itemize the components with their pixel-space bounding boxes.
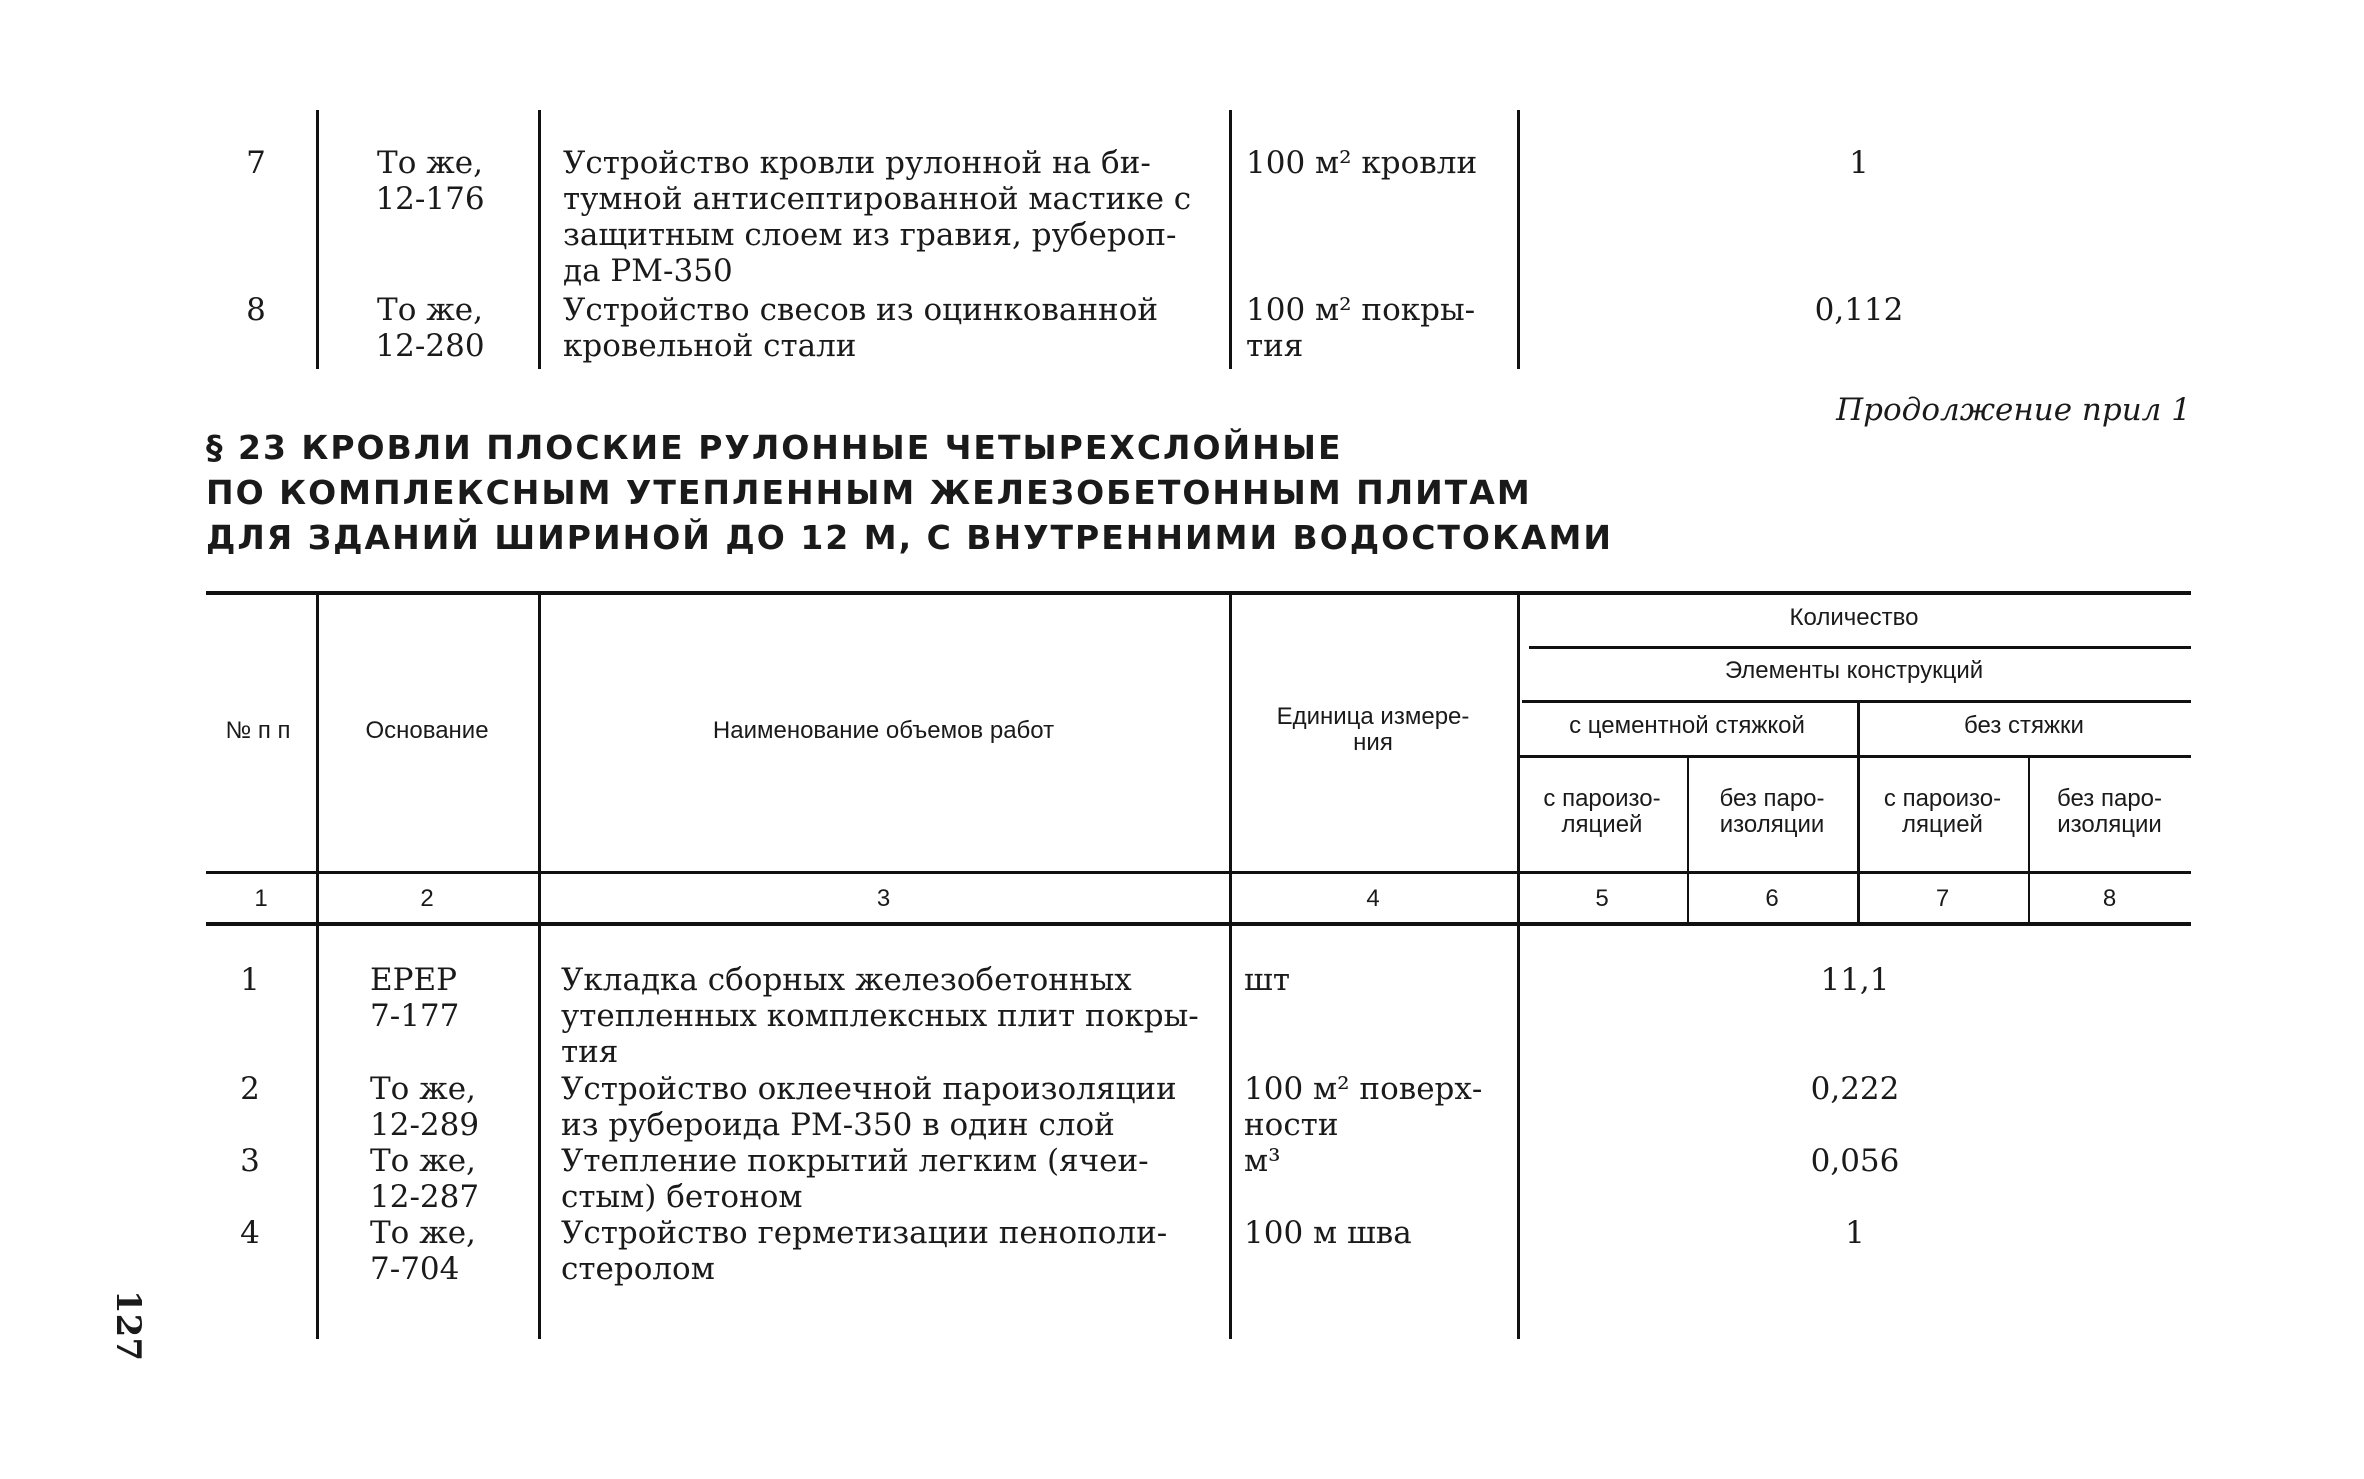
header-work-name: Наименование объемов работ: [712, 717, 1055, 744]
row-basis: ЕРЕР 7-177: [370, 962, 460, 1034]
header-rule: [1529, 646, 2191, 649]
column-number: 2: [420, 885, 434, 912]
row-number: 4: [240, 1215, 260, 1251]
column-divider: [1517, 110, 1520, 369]
header-with-vapor: с пароизо- ляцией: [1883, 785, 2002, 838]
column-number: 3: [876, 885, 891, 912]
header-rule: [1522, 700, 2191, 703]
row-unit: шт: [1244, 962, 1290, 998]
row-work-name: Укладка сборных железобетонных утепленных комплексных плит покры- тия: [561, 962, 1199, 1070]
header-without-screed: без стяжки: [1964, 712, 2084, 739]
row-value: 0,112: [1814, 292, 1904, 328]
header-bottom-rule: [206, 922, 2191, 926]
row-work-name: Устройство кровли рулонной на би- тумной антисептированной мастике с защитным слоем из гравия, рубероп- да РМ-350: [563, 145, 1192, 289]
table-top-rule: [206, 591, 2191, 595]
column-divider: [538, 595, 541, 1339]
continuation-note: Продолжение прил 1: [1836, 392, 2191, 428]
row-value: 0,222: [1810, 1071, 1900, 1107]
row-unit: 100 м² поверх- ности: [1244, 1071, 1483, 1143]
column-divider: [1229, 110, 1232, 369]
column-number: 6: [1765, 885, 1779, 912]
row-number: 1: [240, 962, 260, 998]
row-basis: То же, 7-704: [370, 1215, 476, 1287]
page-number: 127: [108, 1290, 148, 1361]
header-elements: Элементы конструкций: [1724, 657, 1984, 684]
row-unit: 100 м² кровли: [1246, 145, 1478, 181]
column-number: 7: [1935, 885, 1950, 912]
header-with-vapor: с пароизо- ляцией: [1543, 785, 1661, 838]
header-without-vapor: без паро- изоляции: [2057, 785, 2162, 838]
column-number: 1: [254, 885, 268, 912]
row-number: 2: [240, 1071, 260, 1107]
column-number: 8: [2102, 885, 2117, 912]
column-number: 4: [1366, 885, 1380, 912]
header-basis: Основание: [365, 717, 489, 744]
row-value: 11,1: [1820, 962, 1890, 998]
row-basis: То же, 12-176: [375, 145, 485, 217]
row-work-name: Утепление покрытий легким (ячеи- стым) бетоном: [561, 1143, 1149, 1215]
header-rule: [206, 871, 2191, 874]
row-value: 1: [1849, 145, 1869, 181]
column-divider: [316, 110, 319, 369]
row-unit: м³: [1244, 1143, 1281, 1179]
column-divider: [316, 595, 319, 1339]
row-unit: 100 м² покры- тия: [1246, 292, 1476, 364]
row-number: 7: [246, 145, 266, 181]
row-basis: То же, 12-280: [375, 292, 485, 364]
row-value: 1: [1845, 1215, 1865, 1251]
row-unit: 100 м шва: [1244, 1215, 1412, 1251]
row-work-name: Устройство герметизации пенополи- стеролом: [561, 1215, 1168, 1287]
row-work-name: Устройство свесов из оцинкованной кровельной стали: [563, 292, 1159, 364]
row-basis: То же, 12-287: [370, 1143, 480, 1215]
section-title: § 23 КРОВЛИ ПЛОСКИЕ РУЛОННЫЕ ЧЕТЫРЕХСЛОЙНЫЕ ПО КОМПЛЕКСНЫМ УТЕПЛЕННЫМ ЖЕЛЕЗОБЕТОННЫМ ПЛИТАМ ДЛЯ ЗДАНИЙ ШИРИНОЙ ДО 12 М, С ВНУТРЕННИМИ ВОДОСТОКАМИ: [206, 428, 1613, 557]
header-without-vapor: без паро- изоляции: [1719, 785, 1825, 838]
header-unit: Единица измере- ния: [1276, 703, 1470, 756]
header-number: № п п: [225, 717, 291, 744]
row-number: 3: [240, 1143, 260, 1179]
row-number: 8: [246, 292, 266, 328]
row-value: 0,056: [1810, 1143, 1900, 1179]
header-with-screed: с цементной стяжкой: [1569, 712, 1805, 739]
row-work-name: Устройство оклеечной пароизоляции из рубероида РМ-350 в один слой: [561, 1071, 1177, 1143]
column-number: 5: [1595, 885, 1609, 912]
header-rule: [1520, 755, 2191, 758]
column-divider: [538, 110, 541, 369]
row-basis: То же, 12-289: [370, 1071, 480, 1143]
header-quantity: Количество: [1789, 604, 1919, 631]
